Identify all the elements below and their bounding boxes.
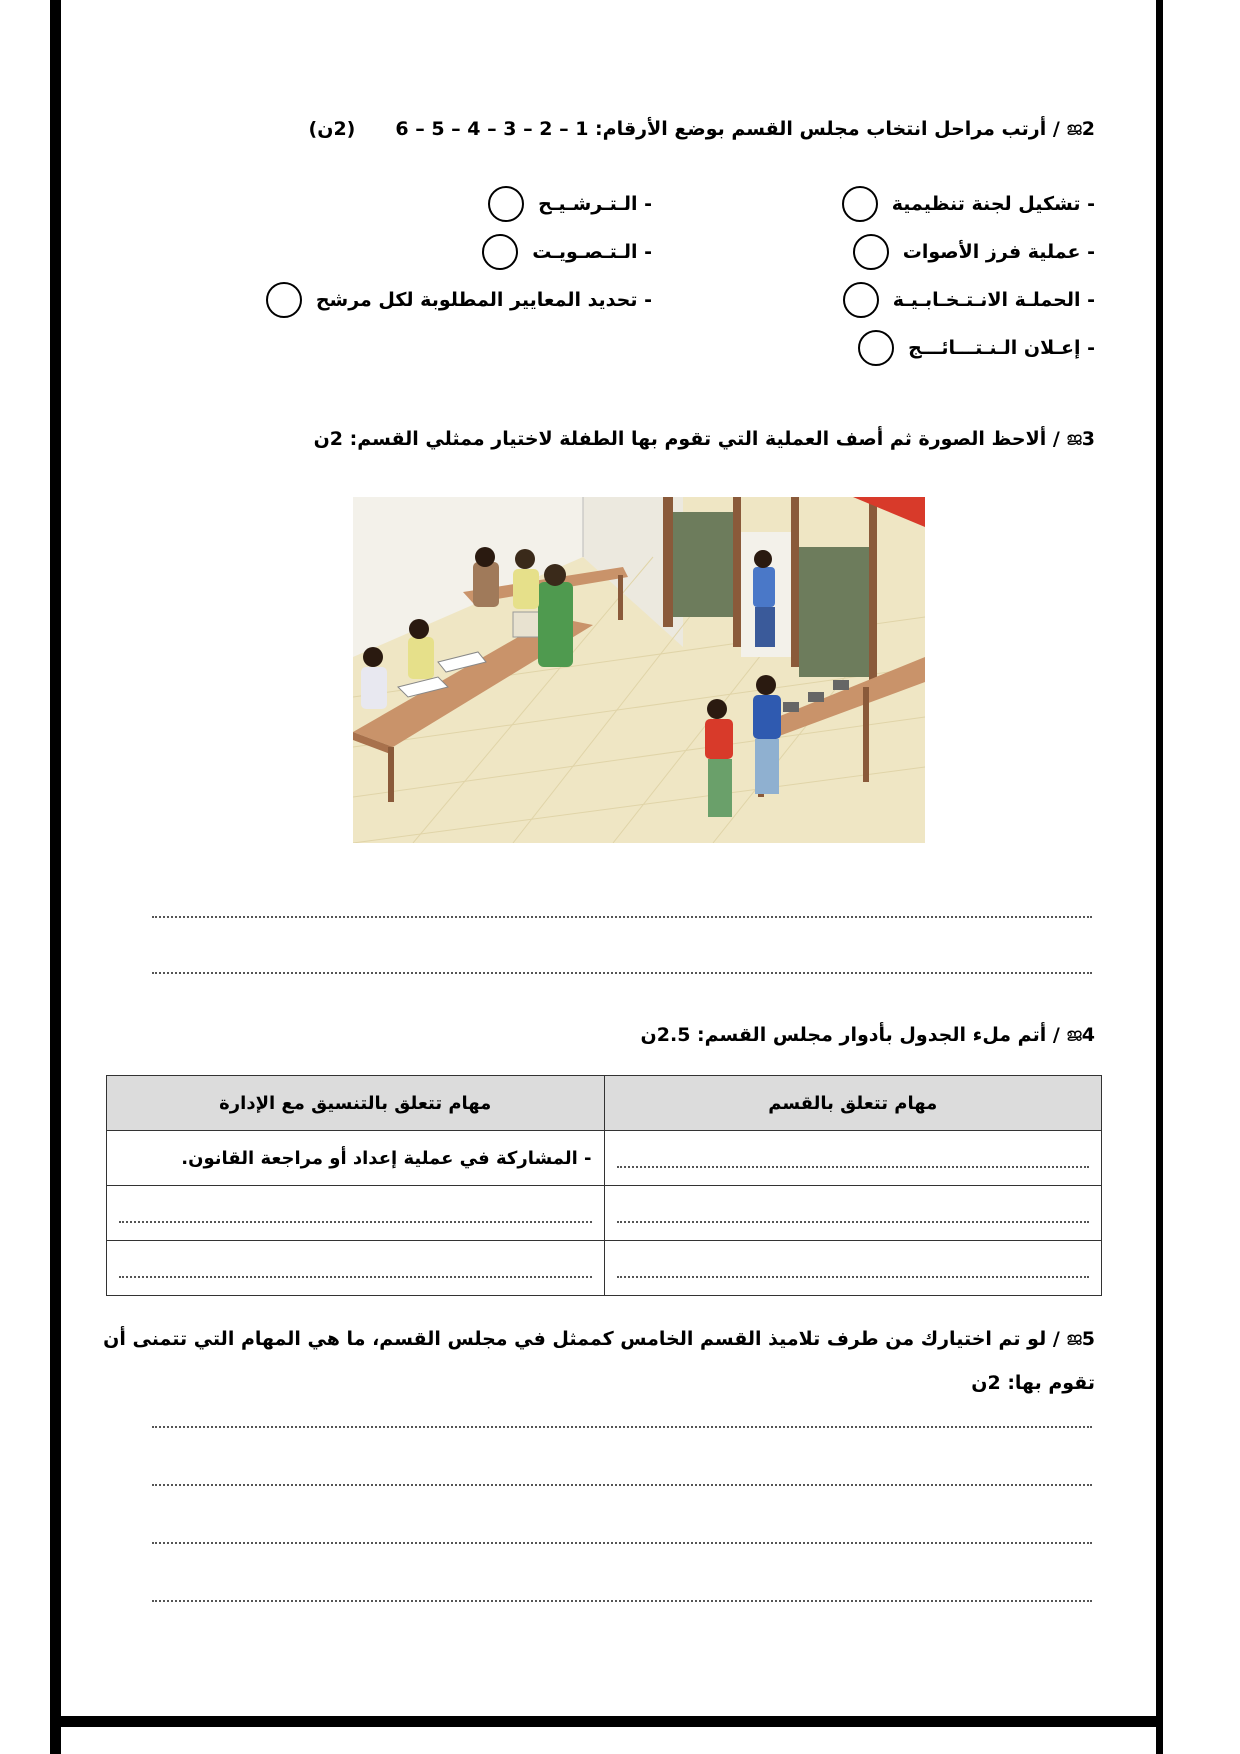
answer-circle[interactable] [853,234,889,270]
question-3-text: 3/ ألاحظ الصورة ثم أصف العملية التي تقوم بها الطفلة لاختيار ممثلي القسم: 2ن [313,428,1095,450]
column-header-administration: مهام تتعلق بالتنسيق مع الإدارة [107,1076,605,1131]
question-3 [314,428,1095,450]
page-border-bottom [50,1716,1163,1727]
answer-circle[interactable] [266,282,302,318]
voting-illustration [353,497,925,843]
question-marker: ജ [1065,1328,1082,1350]
option-criteria: - تحديد المعايير المطلوبة لكل مرشح [266,282,652,318]
question-marker: ജ [1065,118,1082,140]
option-results: - إعـلان الـنـتـــائـــج [858,330,1095,366]
question-2 [309,118,1095,140]
table-cell[interactable] [604,1241,1102,1296]
question-2-text: 2/ أرتب مراحل انتخاب مجلس القسم بوضع الأرقام: 1 – 2 – 3 – 4 – 5 – 6 [395,118,1095,140]
option-voting: - الـتـصـويـت [482,234,652,270]
answer-circle[interactable] [488,186,524,222]
answer-line[interactable] [152,972,1092,974]
column-header-class: مهام تتعلق بالقسم [604,1076,1102,1131]
table-cell[interactable] [107,1186,605,1241]
question-5 [103,1328,1095,1350]
table-cell[interactable] [604,1131,1102,1186]
table-cell[interactable] [107,1241,605,1296]
option-candidacy: - الـتـرشـيـح [488,186,652,222]
answer-line[interactable] [152,916,1092,918]
question-marker: ജ [1065,428,1082,450]
answer-line[interactable] [152,1484,1092,1486]
answer-line[interactable] [152,1542,1092,1544]
table-cell[interactable] [604,1186,1102,1241]
option-campaign: - الحملـة الانـتـخـابـيـة [843,282,1095,318]
question-2-score: (2ن) [308,118,356,140]
option-committee: - تشكيل لجنة تنظيمية [842,186,1095,222]
answer-line[interactable] [152,1426,1092,1428]
question-5-text-continued: تقوم بها: 2ن [971,1372,1095,1394]
table-cell-example: - المشاركة في عملية إعداد أو مراجعة القانون. [107,1131,605,1186]
question-4 [641,1024,1095,1046]
council-roles-table [106,1075,1102,1296]
answer-circle[interactable] [482,234,518,270]
answer-circle[interactable] [842,186,878,222]
question-marker: ജ [1065,1024,1082,1046]
answer-line[interactable] [152,1600,1092,1602]
page-border-left [50,0,61,1754]
question-5-text: 5/ لو تم اختيارك من طرف تلاميذ القسم الخامس كممثل في مجلس القسم، ما هي المهام التي تتمنى أن [103,1328,1095,1350]
page-border-right [1156,0,1163,1754]
question-4-text: 4/ أتم ملء الجدول بأدوار مجلس القسم: 2.5ن [640,1024,1095,1046]
option-counting: - عملية فرز الأصوات [853,234,1095,270]
answer-circle[interactable] [858,330,894,366]
answer-circle[interactable] [843,282,879,318]
